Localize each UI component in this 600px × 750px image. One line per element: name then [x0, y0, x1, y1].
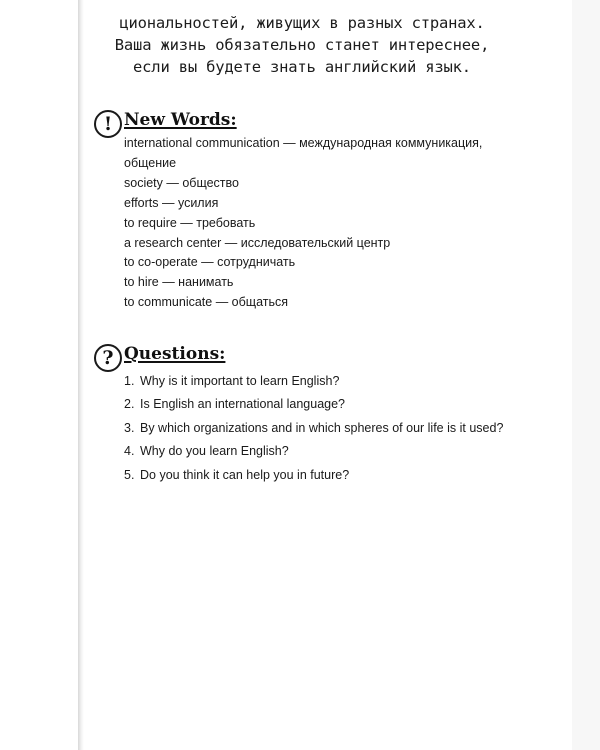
question-number: 5. [124, 467, 135, 482]
question-number: 3. [124, 420, 135, 435]
question-number: 2. [124, 397, 135, 412]
paragraph-line: циональностей, живущих в разных странах. [119, 14, 485, 32]
list-item [124, 417, 503, 440]
list-item: общение [124, 155, 177, 170]
question-text: Is English an international language? [140, 397, 346, 412]
question-number: 4. [124, 444, 135, 459]
question-text: By which organizations and in which spheres of our life is it used? [140, 420, 504, 435]
paragraph-line: если вы будете знать английский язык. [133, 58, 471, 76]
new-words-list [124, 134, 482, 313]
list-item: to require — требовать [124, 215, 256, 230]
list-item: efforts — усилия [124, 195, 219, 210]
list-item: society — общество [124, 175, 239, 190]
exclamation-mark-icon: ! [94, 110, 122, 138]
page-edge [572, 0, 600, 750]
list-item: to hire — нанимать [124, 275, 234, 290]
questions-title: Questions: [124, 344, 226, 364]
list-item: to communicate — общаться [124, 295, 289, 310]
list-item: international communication — международная коммуникация, [124, 136, 483, 150]
new-words-title: New Words: [124, 110, 237, 130]
list-item [124, 393, 503, 416]
questions-list [124, 370, 503, 487]
list-item [124, 440, 503, 463]
list-item [124, 464, 503, 487]
list-item: to co-operate — сотрудничать [124, 255, 296, 270]
question-text: Do you think it can help you in future? [140, 467, 350, 482]
question-text: Why is it important to learn English? [140, 374, 340, 388]
list-item: a research center — исследовательский центр [124, 235, 391, 250]
page-gutter-shadow [78, 0, 84, 750]
question-number: 1. [124, 374, 135, 388]
question-mark-icon: ? [94, 344, 122, 372]
question-text: Why do you learn English? [140, 444, 289, 459]
list-item [124, 370, 503, 393]
paragraph-line: Ваша жизнь обязательно станет интереснее, [114, 36, 490, 54]
body-paragraph [92, 12, 512, 78]
